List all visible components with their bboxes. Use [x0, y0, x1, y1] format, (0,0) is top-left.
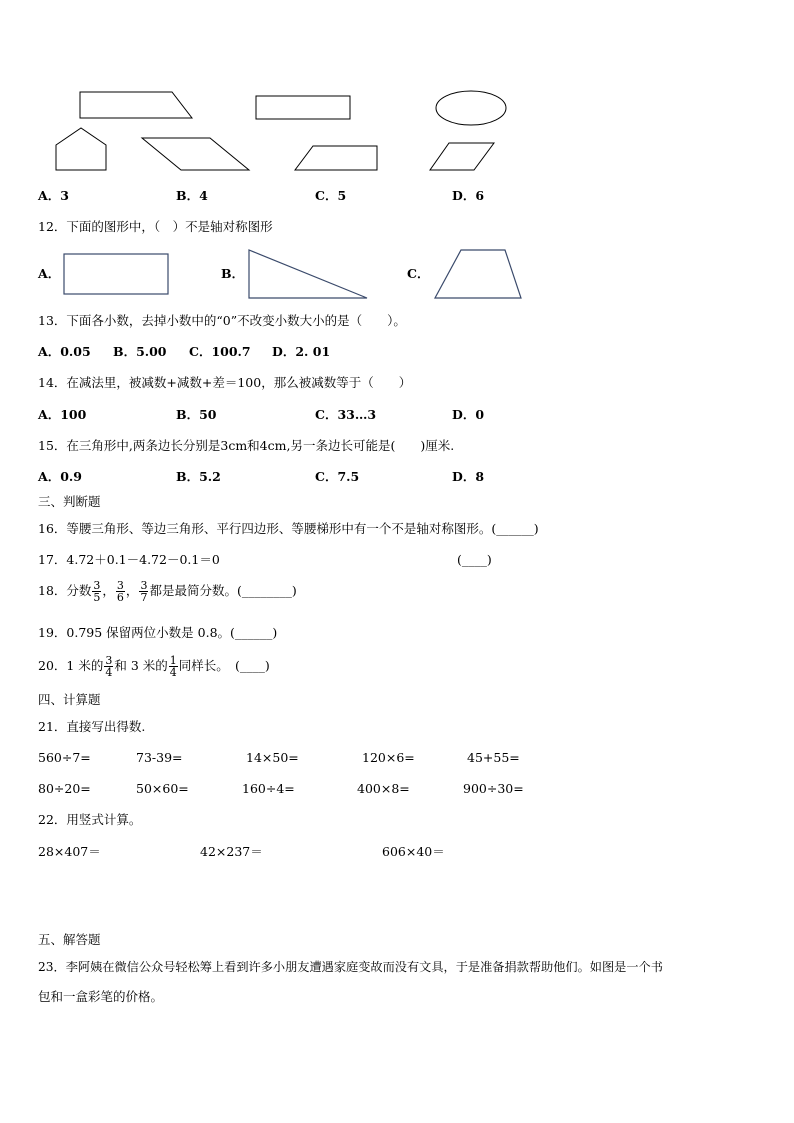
denominator: 6: [116, 591, 124, 604]
q18-suffix: 都是最简分数。(________): [149, 583, 297, 598]
fraction: [116, 580, 125, 603]
denominator: 7: [140, 591, 148, 604]
q12-shape-isosceles-trapezoid: [435, 250, 521, 298]
fraction: [104, 655, 113, 678]
q15-option-d[interactable]: D．8: [452, 469, 485, 484]
q21-r2-c2: 50×60=: [136, 781, 189, 796]
q19-text: 19．0.795 保留两位小数是 0.8。(______): [38, 625, 278, 640]
q14-option-d[interactable]: D．0: [452, 407, 485, 422]
q11-option-c[interactable]: C．5: [315, 188, 347, 203]
q14-option-a[interactable]: A．100: [38, 407, 87, 422]
numerator: 3: [140, 579, 148, 592]
q21-r2-c4: 400×8=: [357, 781, 410, 796]
q12-stem: 12．下面的图形中，（ ）不是轴对称图形: [38, 219, 273, 234]
q22-item-3: 606×40＝: [382, 844, 445, 859]
q15-option-a[interactable]: A．0.9: [38, 469, 82, 484]
q15-stem: 15．在三角形中,两条边长分别是3cm和4cm,另一条边长可能是( )厘米.: [38, 438, 455, 453]
q13-option-a[interactable]: A．0.05: [38, 344, 91, 359]
q21-r2-c3: 160÷4=: [242, 781, 295, 796]
numerator: 1: [169, 654, 177, 667]
q21-r1-c3: 14×50=: [246, 750, 299, 765]
denominator: 4: [105, 666, 113, 679]
q11-option-a[interactable]: A．3: [38, 188, 69, 203]
q20-line: [38, 655, 270, 678]
q14-stem: 14．在减法里，被减数+减数+差＝100，那么被减数等于（ ）: [38, 375, 412, 390]
numerator: 3: [116, 579, 124, 592]
q12-option-b[interactable]: B．: [221, 266, 245, 281]
q22-item-2: 42×237＝: [200, 844, 263, 859]
q13-option-c[interactable]: C．100.7: [189, 344, 251, 359]
q11-option-b[interactable]: B．4: [176, 188, 208, 203]
separator: ，: [125, 583, 139, 598]
q12-shapes: [0, 0, 794, 310]
section-answer-heading: 五、解答题: [38, 932, 101, 947]
q20-part1: 20．1 米的: [38, 658, 104, 673]
q20-part2: 和 3 米的: [114, 658, 168, 673]
denominator: 5: [93, 591, 101, 604]
q15-option-c[interactable]: C．7.5: [315, 469, 360, 484]
fraction: [92, 580, 101, 603]
q12-option-a[interactable]: A．: [38, 266, 61, 281]
q21-r1-c1: 560÷7=: [38, 750, 91, 765]
q12-shape-right-triangle: [249, 250, 367, 298]
q16-text: 16．等腰三角形、等边三角形、平行四边形、等腰梯形中有一个不是轴对称图形。(______): [38, 521, 539, 536]
q18-line: [38, 580, 297, 603]
q21-r1-c2: 73-39=: [136, 750, 183, 765]
q21-r2-c1: 80÷20=: [38, 781, 91, 796]
section-judgement-heading: 三、判断题: [38, 494, 101, 509]
q17-expr: 17．4.72＋0.1－4.72－0.1＝0: [38, 552, 220, 567]
q14-option-c[interactable]: C．33…3: [315, 407, 377, 422]
q20-part3: 同样长。 (____): [178, 658, 270, 673]
section-calculation-heading: 四、计算题: [38, 692, 101, 707]
q12-option-c[interactable]: C．: [407, 266, 430, 281]
q21-r2-c5: 900÷30=: [463, 781, 524, 796]
q14-option-b[interactable]: B．50: [176, 407, 217, 422]
q11-option-d[interactable]: D．6: [452, 188, 485, 203]
q13-option-d[interactable]: D．2. 01: [272, 344, 331, 359]
q12-shape-rectangle: [64, 254, 168, 294]
q22-item-1: 28×407＝: [38, 844, 101, 859]
q13-option-b[interactable]: B．5.00: [113, 344, 167, 359]
q18-prefix: 18．分数: [38, 583, 92, 598]
q22-stem: 22．用竖式计算。: [38, 812, 142, 827]
q23-line1: 23．李阿姨在微信公众号轻松筹上看到许多小朋友遭遇家庭变故而没有文具，于是准备捐款帮助他们。如图是一个书: [38, 960, 663, 974]
numerator: 3: [105, 654, 113, 667]
fraction: [139, 580, 148, 603]
q21-r1-c4: 120×6=: [362, 750, 415, 765]
q21-r1-c5: 45+55=: [467, 750, 520, 765]
separator: ，: [102, 583, 115, 598]
numerator: 3: [93, 579, 101, 592]
q21-stem: 21．直接写出得数.: [38, 719, 146, 734]
q23-line2: 包和一盒彩笔的价格。: [38, 989, 164, 1004]
q15-option-b[interactable]: B．5.2: [176, 469, 221, 484]
fraction: [169, 655, 178, 678]
q17-blank[interactable]: (____): [457, 552, 492, 567]
denominator: 4: [169, 666, 177, 679]
q13-stem: 13．下面各小数，去掉小数中的“0”不改变小数大小的是（ ）。: [38, 313, 406, 328]
